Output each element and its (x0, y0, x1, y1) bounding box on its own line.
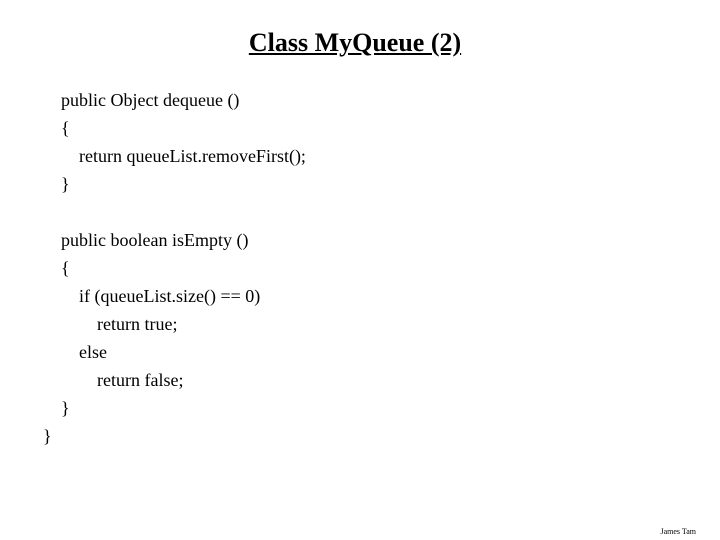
code-line: return false; (97, 370, 184, 390)
code-line: } (61, 398, 70, 418)
code-line: else (79, 342, 107, 362)
slide-title: Class MyQueue (2) (248, 28, 462, 57)
code-line: if (queueList.size() == 0) (79, 286, 261, 306)
footer-author: James Tam (660, 527, 696, 536)
code-line: public Object dequeue () (61, 90, 240, 110)
code-line: } (61, 174, 70, 194)
code-line: return true; (97, 314, 178, 334)
code-line: return queueList.removeFirst(); (79, 146, 306, 166)
code-line: { (61, 118, 70, 138)
code-line: { (61, 258, 70, 278)
code-line: public boolean isEmpty () (61, 230, 249, 250)
code-line: } (43, 426, 52, 446)
